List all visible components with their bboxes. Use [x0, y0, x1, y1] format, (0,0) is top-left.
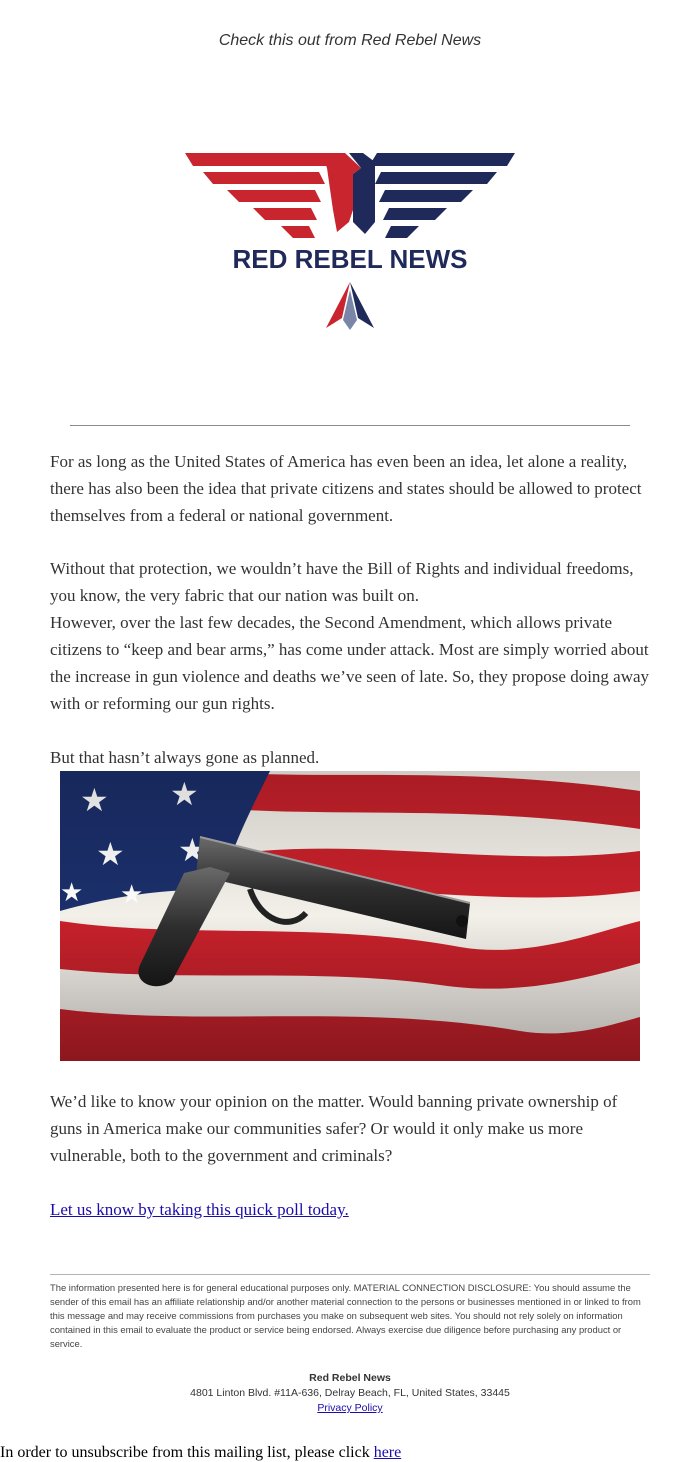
article-paragraph-1: For as long as the United States of America has even been an idea, let alone a reality, there has also been the idea that private citizens and states should be allowed to protect themselves from a federal or national government. — [50, 452, 642, 525]
svg-text:★: ★ — [293, 170, 303, 183]
unsubscribe-link[interactable]: here — [373, 1444, 402, 1461]
svg-text:★: ★ — [413, 170, 423, 183]
svg-text:★: ★ — [275, 170, 285, 183]
footer-company-name: Red Rebel News — [309, 1372, 391, 1384]
poll-link[interactable]: Let us know by taking this quick poll today. — [50, 1200, 349, 1219]
article-paragraph-5: We’d like to know your opinion on the matter. Would banning private ownership of guns in America make our communities safer? Or would it only make us more vulnerable, both to the government and criminals? — [50, 1092, 618, 1165]
privacy-policy-link[interactable]: Privacy Policy — [317, 1402, 383, 1414]
top-divider — [70, 425, 630, 426]
disclaimer-text: The information presented here is for general educational purposes only. MATERIAL CONNECTION DISCLOSURE: You should assume the sender of this email has an affiliate relationship and/or another material connection to the persons or businesses mentioned in or linked to from this message and may receive commissions from purchases you make on subsequent web sites. You should not rely solely on information contained in this email to evaluate the product or service being endorsed. Always exercise due diligence before purchasing any product or service. — [50, 1282, 641, 1349]
article-paragraph-3: However, over the last few decades, the Second Amendment, which allows private citizens to “keep and bear arms,” has come under attack. Most are simply worried about the increase in gun violence and deaths we’ve seen of late. So, they propose doing away with or reforming our gun rights. — [50, 613, 650, 713]
unsubscribe-text: In order to unsubscribe from this mailing list, please click — [0, 1444, 374, 1461]
unsubscribe-line — [0, 1444, 401, 1462]
gun-on-flag-image — [60, 771, 640, 1061]
article-paragraph-2: Without that protection, we wouldn’t have the Bill of Rights and individual freedoms, you know, the very fabric that our nation was built on. — [50, 559, 634, 605]
logo-wordmark: RED REBEL NEWS — [232, 244, 468, 274]
footer-divider — [50, 1274, 650, 1275]
red-rebel-news-logo — [185, 150, 515, 330]
email-header-text: Check this out from Red Rebel News — [218, 32, 482, 49]
article-paragraph-4: But that hasn’t always gone as planned. — [50, 748, 320, 767]
footer-address: 4801 Linton Blvd. #11A-636, Delray Beach, FL, United States, 33445 — [190, 1387, 510, 1399]
svg-text:★: ★ — [395, 170, 405, 183]
